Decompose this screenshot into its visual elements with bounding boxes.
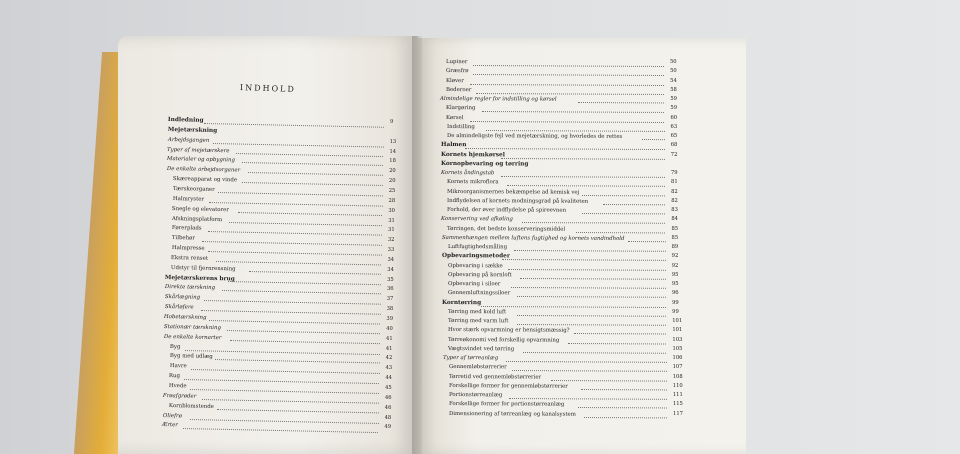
left-entry-page-number: 41 (386, 335, 393, 342)
right-entry-page-number: 79 (670, 170, 678, 176)
right-entry-page-number: 72 (670, 151, 678, 158)
left-entry-title: Byg med udlæg (169, 353, 213, 361)
right-entry-page-number: 59 (670, 96, 677, 102)
right-entry-page-number: 99 (672, 308, 679, 315)
right-entry-page-number: 105 (672, 345, 683, 352)
left-entry-title: Ærter (162, 422, 179, 429)
left-entry-title: De enkelte kornarter (163, 333, 222, 341)
right-entry-page-number: 107 (672, 364, 683, 371)
left-entry-title: Hobetærskning (164, 314, 207, 321)
right-entry-title: Lupiner (445, 59, 468, 66)
left-entry-title: Oliefrø (162, 412, 182, 419)
right-entry-title: Tørretid ved gennemløbstørrerier (448, 373, 541, 380)
right-entry-page-number: 106 (672, 355, 683, 361)
left-entry-title: Halmryster (172, 195, 204, 203)
left-entry-title: Direkte tærskning (164, 284, 216, 292)
left-entry-title: Ekstra renset (171, 254, 209, 262)
left-entry-title: Snegle og elevatorer (172, 205, 230, 213)
left-entry-title: Rug (169, 373, 181, 380)
right-entry-leader (481, 305, 666, 308)
left-entry-title: Tærskeorganer (172, 185, 215, 193)
left-entry-title: Skårløfere (164, 304, 194, 311)
left-entry-title: De enkelte arbejdsorganer (166, 166, 241, 174)
right-entry-page-number: 65 (670, 133, 678, 139)
left-entry-page-number: 44 (385, 375, 392, 382)
right-entry-page-number: 110 (672, 382, 683, 389)
right-entry-title: Tørringen, det bedste konserveringsmiddel (447, 225, 566, 233)
right-entry-leader (508, 268, 666, 271)
left-entry-page-number: 33 (387, 247, 395, 254)
right-entry-leader (603, 203, 665, 205)
left-entry-title: Hvede (169, 382, 187, 390)
right-entry-page-number: 84 (671, 216, 678, 223)
right-entry-title: Gennemluftningssiloer (447, 290, 511, 297)
right-entry-page-number: 111 (672, 392, 683, 398)
left-entry-page-number: 20 (388, 178, 396, 185)
left-entry-page-number: 41 (385, 345, 393, 352)
right-entry-page-number: 101 (672, 327, 683, 334)
right-entry-title: Tørreøkonomi ved forskellig opvarmning (448, 336, 560, 344)
right-entry-leader (470, 120, 664, 123)
left-entry-page-number: 37 (386, 296, 394, 303)
right-entry-title: Forskellige former for portionstørreanlæg (448, 401, 565, 408)
right-entry-page-number: 82 (671, 188, 678, 195)
left-entry-title: Kornblomstende (168, 402, 214, 410)
right-entry-page-number: 85 (671, 225, 679, 232)
left-entry-page-number: 20 (389, 168, 396, 175)
right-entry-page-number: 89 (671, 244, 679, 250)
right-entry-title: Sammenhængen mellem luftens fugtighed og kornets vandindhold (441, 234, 625, 242)
right-entry-title: Klargøring (446, 105, 476, 112)
left-entry-page-number: 43 (385, 365, 393, 372)
right-entry-leader (628, 240, 666, 242)
right-entry-title: Konservering ved afkøling (441, 216, 514, 223)
left-entry-page-number: 40 (386, 325, 393, 332)
left-entry-title: Mejetærskning (167, 126, 218, 134)
right-entry-title: Bederoer (446, 86, 472, 93)
right-entry-page-number: 50 (670, 68, 677, 75)
right-entry-page-number: 101 (672, 318, 683, 324)
right-entry-title: Gennemløbstørrerier (448, 364, 507, 371)
right-entry-title: Mikroorganismernes bekæmpelse ad kemisk vej (447, 188, 580, 196)
right-entry-title: Kornopbevaring og tørring (440, 160, 529, 168)
right-entry-leader (523, 351, 666, 354)
left-entry-title: Stationær tærskning (164, 323, 222, 332)
left-entry-page-number: 39 (386, 316, 393, 322)
right-entry-leader (517, 314, 666, 317)
right-entry-title: Kørsel (446, 114, 464, 121)
right-entry-page-number: 99 (672, 299, 679, 306)
left-entry-title: Skæreapparat og vinde (172, 176, 238, 184)
right-entry-page-number: 115 (672, 401, 683, 408)
left-entry-title: Byg (169, 343, 181, 350)
left-entry-page-number: 25 (388, 187, 396, 194)
right-entry-title: Dimensionering af tørreanlæg og kanalsystem (449, 410, 576, 418)
left-entry-page-number: 46 (384, 394, 392, 401)
left-entry-page-number: 28 (388, 197, 396, 204)
right-entry-leader (582, 194, 665, 196)
left-entry-title: Mejetærskerens brug (165, 274, 235, 283)
right-entry-leader (568, 342, 666, 345)
right-entry-leader (581, 388, 667, 390)
right-entry-title: Vægtsvindet ved tørring (448, 345, 515, 353)
right-entry-title: Almindelige regler for indstilling og kørsel (440, 96, 557, 103)
right-entry-page-number: 59 (670, 105, 677, 112)
right-entry-title: Korntørring (442, 299, 482, 306)
right-entry-title: Kornets mikroflora (447, 179, 499, 186)
right-entry-page-number: 60 (670, 114, 678, 121)
left-entry-title: Frøafgrøder (162, 392, 197, 400)
book-gutter (412, 36, 422, 454)
right-entry-title: Luftfugtighedsmåling (447, 244, 507, 251)
right-entry-title: Kornets hjemkørsel (440, 151, 505, 158)
left-entry-page-number: 13 (389, 138, 397, 145)
left-entry-title: Indledning (167, 117, 204, 124)
left-entry-title: Havre (169, 363, 187, 370)
right-entry-leader (470, 83, 664, 86)
left-entry-page-number: 31 (388, 227, 395, 234)
right-entry-title: Indflydelsen af kornets modningsgrad på kvaliteten (447, 197, 589, 205)
left-entry-page-number: 49 (384, 424, 392, 431)
left-entry-title: Tilbehør (171, 235, 195, 242)
right-entry-page-number: 68 (670, 142, 678, 149)
left-entry-page-number: 18 (389, 158, 396, 165)
right-entry-title: Tørring med varm luft (448, 318, 509, 325)
left-entry-page-number: 9 (390, 119, 394, 125)
right-entry-title: Opbevaringsmetoder (441, 253, 510, 260)
left-entry-page-number: 14 (389, 148, 397, 155)
left-entry-page-number: 35 (387, 276, 394, 283)
toc-heading: INDHOLD (239, 83, 296, 94)
left-entry-page-number: 32 (387, 237, 395, 244)
right-entry-leader (576, 231, 665, 233)
right-entry-title: Opbevaring i sække (447, 262, 503, 269)
right-entry-leader (551, 379, 667, 382)
left-entry-title: Førerplads (171, 225, 202, 232)
right-entry-page-number: 63 (670, 123, 678, 130)
right-entry-title: Forskellige former for gennemløbstørrerier (448, 382, 568, 390)
right-entry-title: Portionstørreanlæg (448, 392, 503, 399)
left-entry-page-number: 42 (385, 355, 393, 362)
right-entry-page-number: 95 (671, 271, 679, 278)
right-entry-leader (520, 277, 666, 280)
left-entry-title: Halmpresse (171, 245, 205, 252)
right-entry-page-number: 81 (671, 179, 678, 186)
right-entry-page-number: 82 (671, 197, 678, 204)
right-entry-title: De almindeligste fejl ved mejetærskning, og hvorledes de rettes (446, 133, 622, 140)
right-entry-page-number: 95 (671, 281, 679, 287)
left-entry-title: Udstyr til fjernrensning (171, 264, 236, 273)
right-entry-page-number: 92 (671, 262, 679, 269)
right-entry-page-number: 85 (671, 234, 679, 241)
left-entry-page-number: 34 (387, 256, 395, 263)
left-entry-page-number: 36 (386, 286, 394, 293)
right-entry-page-number: 117 (673, 410, 683, 417)
right-entry-page-number: 83 (671, 207, 678, 213)
right-entry-page-number: 54 (670, 77, 677, 84)
left-entry-page-number: 46 (384, 404, 392, 411)
right-entry-page-number: 92 (671, 253, 679, 260)
right-entry-leader (582, 212, 665, 214)
left-entry-title: Afskningsplatform (172, 215, 223, 223)
left-entry-page-number: 30 (388, 207, 395, 214)
left-entry-title: Arbejdsgangen (167, 136, 209, 144)
right-entry-title: Indstilling (446, 123, 475, 130)
right-entry-page-number: 58 (670, 86, 677, 93)
left-entry-page-number: 48 (384, 414, 392, 421)
right-entry-title: Hvor stærk opvarmning er hensigtsmæssig? (448, 327, 570, 334)
left-entry-page-number: 31 (388, 217, 395, 224)
left-entry-title: Typer af mejetærskere (167, 146, 230, 154)
right-entry-page-number: 96 (672, 290, 679, 297)
right-entry-page-number: 108 (672, 373, 683, 380)
right-entry-title: Græsfrø (446, 68, 469, 75)
left-entry-page-number: 38 (386, 306, 394, 313)
right-entry-title: Opbevaring i siloer (447, 281, 501, 288)
right-entry-title: Typer af tørreanlæg (442, 355, 498, 362)
left-entry-page-number: 34 (387, 266, 394, 273)
right-entry-title: Halmen (440, 142, 467, 149)
left-entry-title: Skårlægning (164, 294, 200, 302)
right-entry-page-number: 103 (672, 336, 683, 343)
right-entry-title: Kornets åndingstab (440, 170, 495, 177)
right-entry-page-number: 50 (670, 59, 677, 65)
right-entry-title: Opbevaring på kornloft (447, 271, 512, 279)
right-entry-leader (642, 138, 665, 140)
right-entry-title: Kløver (446, 77, 464, 84)
right-entry-title: Forhold, der øver indflydelse på spireevnen (447, 207, 567, 214)
right-entry-leader (584, 416, 667, 418)
right-entry-title: Tørring med kold luft (448, 308, 507, 316)
left-entry-title: Materialer og opbygning (167, 156, 236, 164)
right-entry-leader (501, 157, 665, 160)
left-entry-page-number: 45 (385, 384, 392, 391)
